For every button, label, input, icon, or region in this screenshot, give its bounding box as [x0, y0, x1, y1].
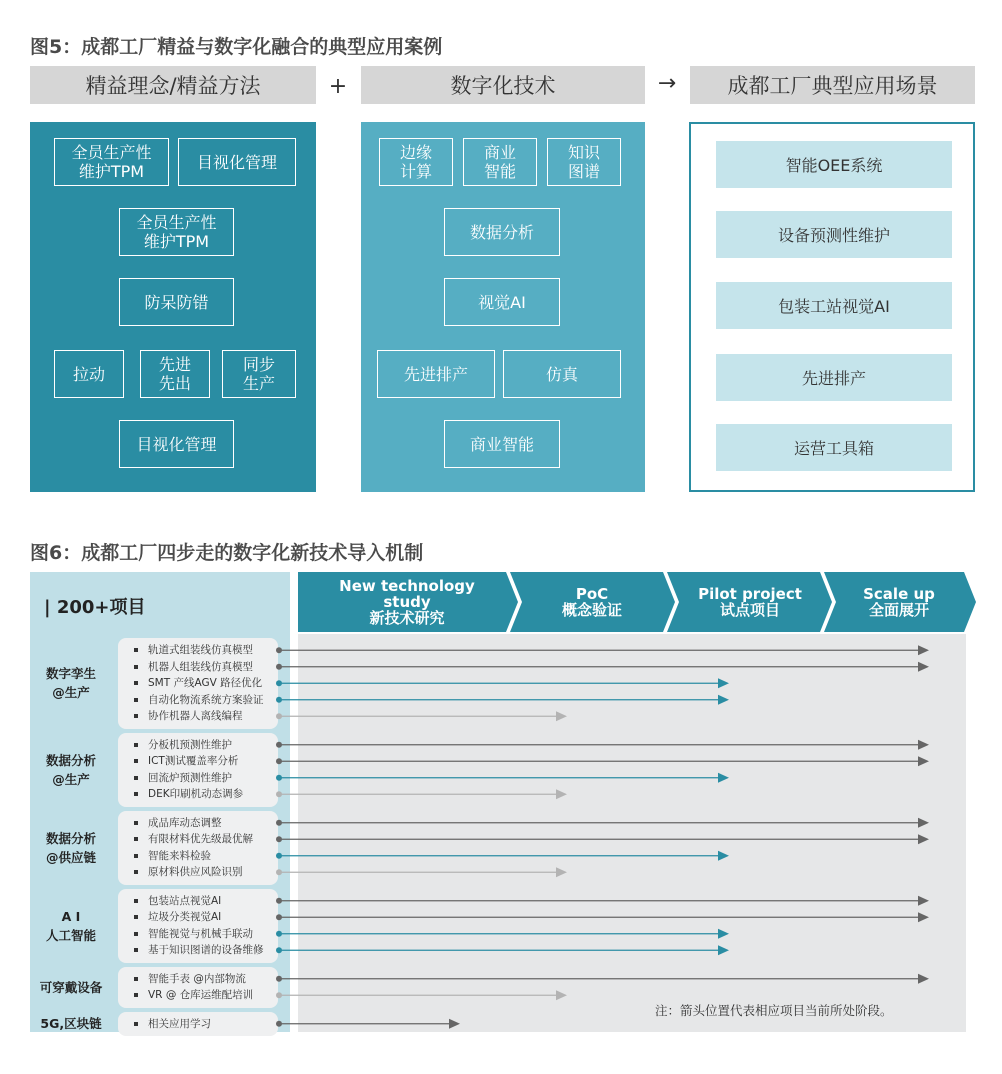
stage-arrow-dot: [276, 836, 282, 842]
stage-arrowhead-icon: [918, 756, 929, 766]
group-category: 数字孪生 @生产: [45, 666, 96, 701]
project-item-label: 智能手表 @内部物流: [148, 972, 246, 985]
stage-arrowhead-icon: [718, 945, 729, 955]
project-item-label: SMT 产线AGV 路径优化: [148, 677, 263, 690]
digital-item-bi: 商业 智能: [463, 138, 537, 186]
stage-arrow-dot: [276, 713, 282, 719]
stage-arrow-dot: [276, 697, 282, 703]
scenario-ops-toolbox: 运营工具箱: [716, 424, 952, 471]
group-category: A I 人工智能: [45, 908, 96, 943]
project-item-label: 包装站点视觉AI: [148, 894, 222, 907]
digital-item-vision-ai: 视觉AI: [444, 278, 560, 326]
stage-arrow-dot: [276, 869, 282, 875]
stage-arrowhead-icon: [556, 711, 567, 721]
stage-arrow-dot: [276, 680, 282, 686]
lean-item-poka-yoke: 防呆防错: [119, 278, 234, 326]
group-category: 可穿戴设备: [39, 979, 103, 995]
project-item-label: 成品库动态调整: [148, 816, 222, 829]
lean-item-tpm-2: 全员生产性 维护TPM: [119, 208, 234, 256]
lean-item-tpm: 全员生产性 维护TPM: [54, 138, 169, 186]
project-item-label: 智能视觉与机械手联动: [148, 927, 253, 940]
stage-arrow-dot: [276, 898, 282, 904]
digital-item-bi-2: 商业智能: [444, 420, 560, 468]
stage-label-poc: PoC 概念验证: [561, 585, 622, 619]
digital-item-data-analysis: 数据分析: [444, 208, 560, 256]
lean-item-visual-mgmt: 目视化管理: [178, 138, 296, 186]
project-item-label: 回流炉预测性维护: [148, 771, 232, 784]
stage-arrow-dot: [276, 791, 282, 797]
stage-arrowhead-icon: [918, 974, 929, 984]
digital-item-knowledge-graph: 知识 图谱: [547, 138, 621, 186]
stage-arrowhead-icon: [556, 867, 567, 877]
project-item-label: 机器人组装线仿真模型: [148, 660, 253, 673]
scenario-packaging-vision-ai: 包装工站视觉AI: [716, 282, 952, 329]
stage-arrowhead-icon: [718, 773, 729, 783]
stage-arrowhead-icon: [918, 662, 929, 672]
stage-label-scale-up: Scale up 全面展开: [863, 585, 935, 619]
scenario-smart-oee: 智能OEE系统: [716, 141, 952, 188]
plus-sign: +: [328, 74, 348, 99]
stage-arrow-dot: [276, 931, 282, 937]
stage-arrowhead-icon: [556, 990, 567, 1000]
stage-arrow-dot: [276, 914, 282, 920]
project-item-label: 原材料供应风险识别: [148, 866, 243, 879]
stage-arrowhead-icon: [918, 912, 929, 922]
lean-header: 精益理念/精益方法: [30, 66, 316, 104]
lean-item-pull: 拉动: [54, 350, 124, 398]
stage-arrow-dot: [276, 742, 282, 748]
stage-arrow-dot: [276, 775, 282, 781]
stage-arrow-dot: [276, 664, 282, 670]
stage-arrowhead-icon: [718, 695, 729, 705]
project-item-label: 智能来料检验: [148, 849, 211, 862]
stage-arrow-dot: [276, 758, 282, 764]
group-category: 数据分析 @供应链: [45, 830, 96, 865]
footnote: 注：箭头位置代表相应项目当前所处阶段。: [655, 1003, 893, 1018]
stage-arrow-dot: [276, 976, 282, 982]
stage-label-study: New technology study 新技术研究: [339, 577, 475, 627]
digital-item-advanced-scheduling: 先进排产: [377, 350, 495, 398]
stage-arrowhead-icon: [718, 678, 729, 688]
scenario-header: 成都工厂典型应用场景: [690, 66, 975, 104]
group-category: 5G,区块链: [40, 1016, 102, 1032]
stage-arrowhead-icon: [449, 1019, 460, 1029]
stage-arrow-dot: [276, 853, 282, 859]
project-item-label: 自动化物流系统方案验证: [148, 693, 264, 706]
project-item-label: 有限材料优先级最优解: [148, 833, 253, 846]
lean-item-fifo: 先进 先出: [140, 350, 210, 398]
project-item-label: 轨道式组装线仿真模型: [148, 644, 253, 657]
digital-header: 数字化技术: [361, 66, 645, 104]
stage-arrow-dot: [276, 647, 282, 653]
stage-arrow-dot: [276, 992, 282, 998]
lean-item-visual-mgmt-2: 目视化管理: [119, 420, 234, 468]
figure5-title: 图5：成都工厂精益与数字化融合的典型应用案例: [30, 36, 443, 58]
scenario-advanced-scheduling: 先进排产: [716, 354, 952, 401]
stage-arrow-dot: [276, 1021, 282, 1027]
digital-item-simulation: 仿真: [503, 350, 621, 398]
stage-arrowhead-icon: [718, 851, 729, 861]
stage-arrowhead-icon: [918, 818, 929, 828]
digital-item-edge-computing: 边缘 计算: [379, 138, 453, 186]
project-item-label: ICT测试覆盖率分析: [148, 755, 239, 768]
project-item-label: DEK印刷机动态调参: [148, 788, 244, 801]
project-count: | 200+项目: [44, 597, 146, 618]
stage-arrowhead-icon: [918, 740, 929, 750]
arrow-icon: →: [657, 71, 677, 96]
project-item-label: 协作机器人离线编程: [148, 710, 243, 723]
project-item-label: VR @ 仓库运维配培训: [148, 989, 254, 1002]
project-item-label: 垃圾分类视觉AI: [148, 911, 222, 924]
stage-arrow-dot: [276, 947, 282, 953]
project-item-label: 相关应用学习: [148, 1017, 211, 1030]
figure6-title: 图6：成都工厂四步走的数字化新技术导入机制: [30, 542, 424, 564]
scenario-predictive-maintenance: 设备预测性维护: [716, 211, 952, 258]
group-category: 数据分析 @生产: [45, 752, 96, 787]
stage-arrowhead-icon: [718, 929, 729, 939]
stage-arrowhead-icon: [556, 789, 567, 799]
stage-arrowhead-icon: [918, 896, 929, 906]
stage-arrowhead-icon: [918, 645, 929, 655]
stage-arrowhead-icon: [918, 834, 929, 844]
stage-arrow-dot: [276, 820, 282, 826]
project-item-label: 分板机预测性维护: [148, 738, 232, 751]
project-item-label: 基于知识图谱的设备维修: [148, 944, 264, 957]
lean-item-sync-production: 同步 生产: [222, 350, 296, 398]
stage-label-pilot: Pilot project 试点项目: [698, 585, 802, 619]
